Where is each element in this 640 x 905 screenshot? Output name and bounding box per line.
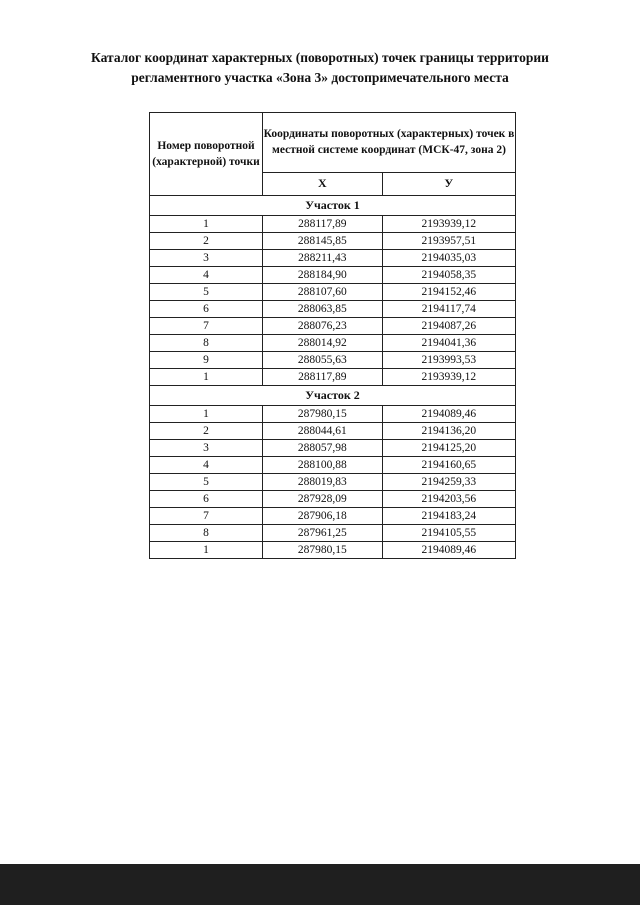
y-coordinate-cell: 2194105,55 <box>382 525 515 542</box>
table-row <box>150 542 516 559</box>
section-row <box>150 196 516 216</box>
x-coordinate-cell: 288055,63 <box>263 352 383 369</box>
table-header <box>150 113 516 196</box>
y-coordinate-cell: 2194259,33 <box>382 474 515 491</box>
table-row <box>150 491 516 508</box>
table-row <box>150 406 516 423</box>
point-number-cell: 4 <box>150 267 263 284</box>
point-number-cell: 3 <box>150 440 263 457</box>
x-coordinate-cell: 288184,90 <box>263 267 383 284</box>
table-row <box>150 457 516 474</box>
coordinates-table <box>149 112 516 559</box>
y-coordinate-cell: 2194125,20 <box>382 440 515 457</box>
section-row <box>150 386 516 406</box>
header-row <box>150 113 516 173</box>
x-coordinate-cell: 288057,98 <box>263 440 383 457</box>
point-number-cell: 3 <box>150 250 263 267</box>
x-coordinate-cell: 287980,15 <box>263 542 383 559</box>
point-number-cell: 8 <box>150 335 263 352</box>
table-row <box>150 352 516 369</box>
header-y: У <box>382 172 515 195</box>
point-number-cell: 1 <box>150 369 263 386</box>
x-coordinate-cell: 288117,89 <box>263 369 383 386</box>
y-coordinate-cell: 2194160,65 <box>382 457 515 474</box>
table-row <box>150 474 516 491</box>
table-row <box>150 508 516 525</box>
table-row <box>150 301 516 318</box>
point-number-cell: 1 <box>150 542 263 559</box>
table-body <box>150 196 516 559</box>
y-coordinate-cell: 2193957,51 <box>382 233 515 250</box>
point-number-cell: 6 <box>150 491 263 508</box>
point-number-cell: 6 <box>150 301 263 318</box>
x-coordinate-cell: 288044,61 <box>263 423 383 440</box>
page-title <box>40 48 600 88</box>
x-coordinate-cell: 288076,23 <box>263 318 383 335</box>
y-coordinate-cell: 2194136,20 <box>382 423 515 440</box>
section-title: Участок 2 <box>150 386 516 406</box>
x-coordinate-cell: 287928,09 <box>263 491 383 508</box>
table-row <box>150 284 516 301</box>
table-row <box>150 335 516 352</box>
point-number-cell: 2 <box>150 423 263 440</box>
header-coordinates: Координаты поворотных (характерных) точек в местной системе координат (МСК-47, зона 2) <box>263 113 516 173</box>
table-row <box>150 233 516 250</box>
y-coordinate-cell: 2193939,12 <box>382 216 515 233</box>
point-number-cell: 7 <box>150 508 263 525</box>
y-coordinate-cell: 2194087,26 <box>382 318 515 335</box>
table-row <box>150 525 516 542</box>
y-coordinate-cell: 2194117,74 <box>382 301 515 318</box>
x-coordinate-cell: 288014,92 <box>263 335 383 352</box>
y-coordinate-cell: 2194089,46 <box>382 542 515 559</box>
x-coordinate-cell: 288145,85 <box>263 233 383 250</box>
table-row <box>150 318 516 335</box>
point-number-cell: 5 <box>150 474 263 491</box>
y-coordinate-cell: 2194203,56 <box>382 491 515 508</box>
point-number-cell: 1 <box>150 406 263 423</box>
x-coordinate-cell: 287961,25 <box>263 525 383 542</box>
point-number-cell: 1 <box>150 216 263 233</box>
header-x: X <box>263 172 383 195</box>
title-line-1: Каталог координат характерных (поворотных) точек границы территории <box>91 50 549 65</box>
x-coordinate-cell: 288107,60 <box>263 284 383 301</box>
x-coordinate-cell: 288117,89 <box>263 216 383 233</box>
scan-bottom-edge <box>0 864 640 905</box>
y-coordinate-cell: 2194035,03 <box>382 250 515 267</box>
y-coordinate-cell: 2194041,36 <box>382 335 515 352</box>
point-number-cell: 5 <box>150 284 263 301</box>
point-number-cell: 2 <box>150 233 263 250</box>
x-coordinate-cell: 288063,85 <box>263 301 383 318</box>
table-row <box>150 369 516 386</box>
section-title: Участок 1 <box>150 196 516 216</box>
y-coordinate-cell: 2194152,46 <box>382 284 515 301</box>
table-row <box>150 267 516 284</box>
y-coordinate-cell: 2194089,46 <box>382 406 515 423</box>
table-row <box>150 423 516 440</box>
table-row <box>150 216 516 233</box>
x-coordinate-cell: 287980,15 <box>263 406 383 423</box>
y-coordinate-cell: 2194058,35 <box>382 267 515 284</box>
title-line-2: регламентного участка «Зона 3» достопримечательного места <box>131 70 509 85</box>
y-coordinate-cell: 2193993,53 <box>382 352 515 369</box>
header-point-number: Номер поворотной (характерной) точки <box>150 113 263 196</box>
x-coordinate-cell: 288211,43 <box>263 250 383 267</box>
x-coordinate-cell: 288100,88 <box>263 457 383 474</box>
point-number-cell: 4 <box>150 457 263 474</box>
point-number-cell: 7 <box>150 318 263 335</box>
table-row <box>150 250 516 267</box>
x-coordinate-cell: 288019,83 <box>263 474 383 491</box>
point-number-cell: 9 <box>150 352 263 369</box>
table-row <box>150 440 516 457</box>
point-number-cell: 8 <box>150 525 263 542</box>
y-coordinate-cell: 2194183,24 <box>382 508 515 525</box>
x-coordinate-cell: 287906,18 <box>263 508 383 525</box>
y-coordinate-cell: 2193939,12 <box>382 369 515 386</box>
